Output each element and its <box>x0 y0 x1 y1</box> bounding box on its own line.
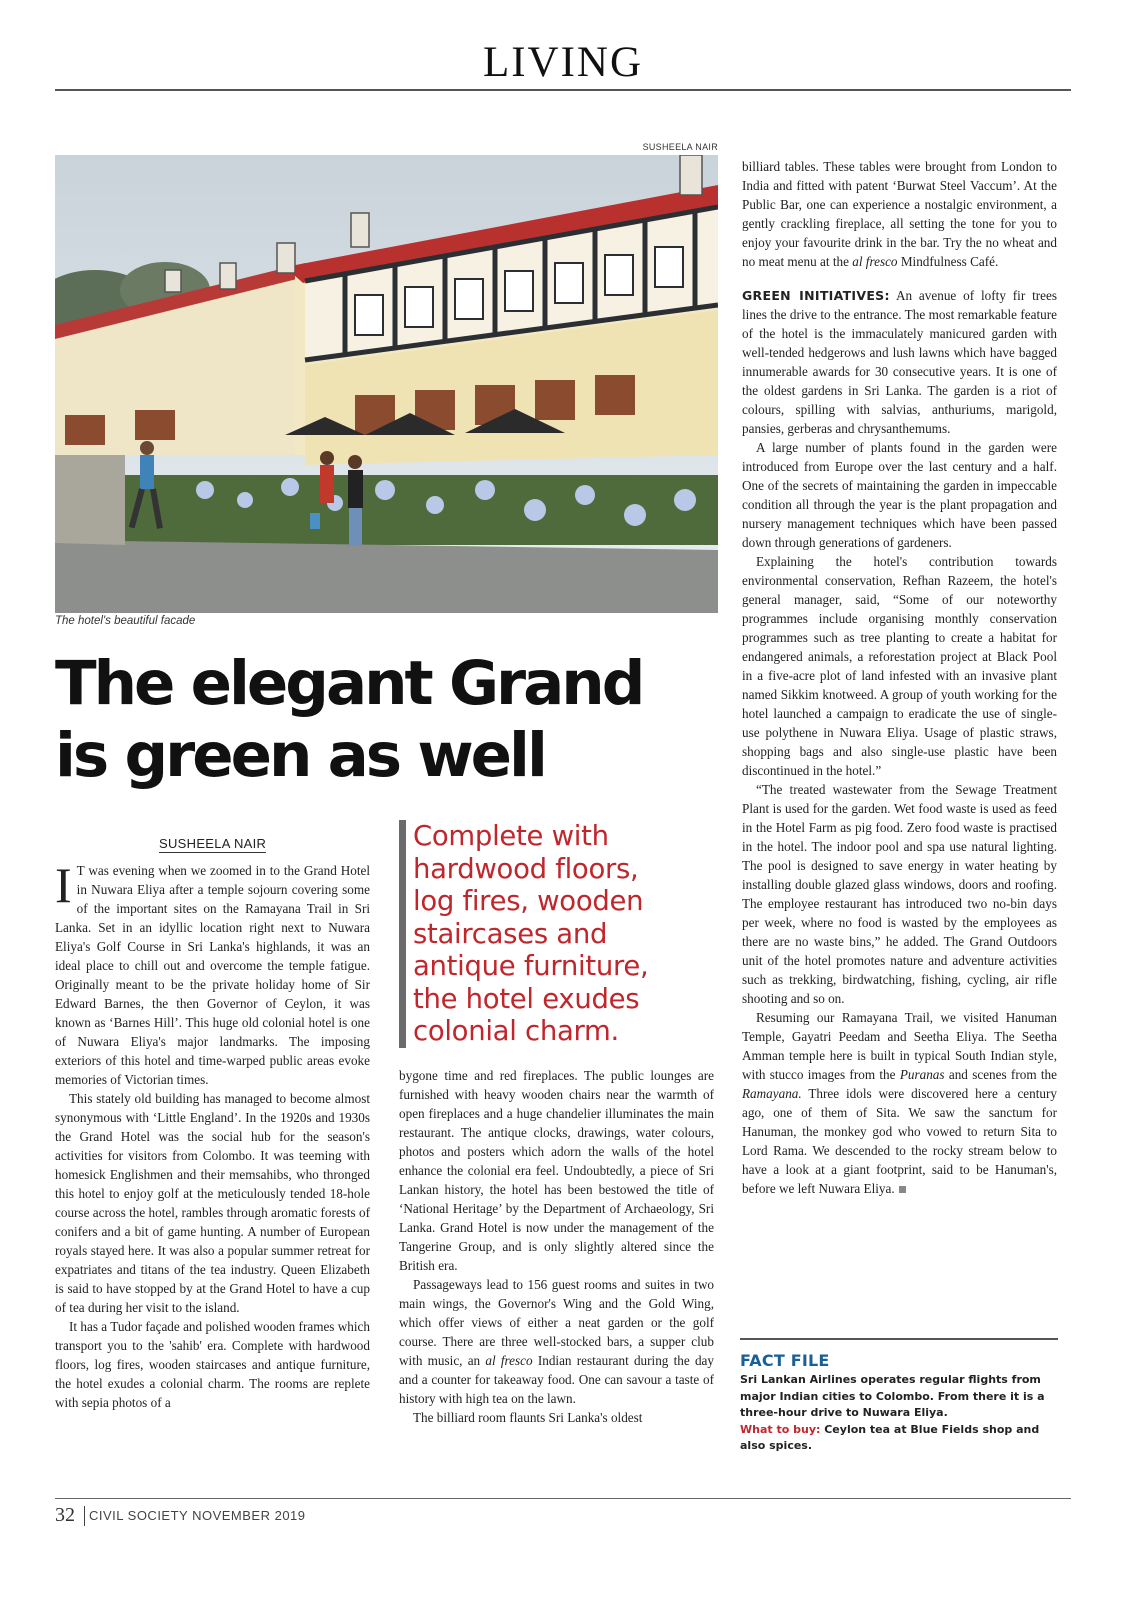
paragraph: A large number of plants found in the garden were introduced from Europe over the last century and a half. One of the secrets of maintaining the garden in impeccable condition all through the year is the plant propagation and nursery management techniques which have been passed down through generations of gardeners. <box>742 440 1057 550</box>
fact-file-buy: What to buy: Ceylon tea at Blue Fields shop and also spices. <box>740 1422 1040 1452</box>
pull-quote-line: the hotel exudes <box>413 982 640 1015</box>
pull-quote <box>399 820 733 1048</box>
fact-file-body: Sri Lankan Airlines operates regular flights from major Indian cities to Colombo. From there it is a three-hour drive to Nuwara Eliya. <box>740 1373 1045 1419</box>
end-mark-icon <box>899 1186 906 1193</box>
headline <box>55 648 735 792</box>
paragraph: Explaining the hotel's contribution towards environmental conservation, Refhan Razeem, the hotel's general manager, said, “Some of our noteworthy programmes include organising monthly conservation programmes such as tree planting to create a habitat for endangered animals, a reforestation project at Black Pool in a five-acre plot of land infested with an invasive plant named Sikkim knotweed. A group of youth working for the hotel launched a campaign to eradicate the use of single-use polythene in Nuwara Eliya. Usage of plastic straws, shopping bags and also single-use plastic have been discontinued in the hotel.” <box>742 554 1057 778</box>
paragraph: I T was evening when we zoomed in to the Grand Hotel in Nuwara Eliya after a temple sojourn covering some of the important sites on the Ramayana Trail in Sri Lanka. Set in an idyllic location right next to Nuwara Eliya's Golf Course in Sri Lanka's highlands, it was an ideal place to chill out and overcome the temple fatigue. Originally meant to be the private holiday home of Sir Edward Barnes, the then Governor of Ceylon, it was known as ‘Barnes Hill’. This huge old colonial hotel is one of Nuwara Eliya's major landmarks. The imposing exteriors of this hotel and time-warped public areas evoke memories of Victorian times. <box>55 857 370 1087</box>
drop-cap: I <box>55 857 72 913</box>
page-number: 32 <box>55 1504 75 1526</box>
hotel-photo <box>55 155 718 613</box>
publication-info: CIVIL SOCIETY NOVEMBER 2019 <box>89 1508 306 1523</box>
footer-separator <box>84 1506 85 1526</box>
header-divider <box>55 89 1071 91</box>
paragraph: GREEN INITIATIVES: An avenue of lofty fir trees lines the drive to the entrance. The most remarkable feature of the hotel is the immaculately manicured garden with well-tended hedgerows and lush lawns which have bagged innumerable awards for 30 consecutive years. It is one of the oldest gardens in Sri Lanka. The garden is a riot of colours, spilling with salvias, anthuriums, marigold, pansies, gerberas and chrysanthemums. <box>742 288 1057 436</box>
byline: SUSHEELA NAIR <box>159 836 267 851</box>
fact-file <box>740 1351 1058 1455</box>
paragraph: “The treated wastewater from the Sewage Treatment Plant is used for the garden. Wet food waste is used as feed in the Hotel Farm as pig food. Zero food waste is practised in the hotel. The indoor pool and spa use natural lighting. The pool is designed to save energy in water heating by installing double glazed glass windows, doors and roofing. The employee restaurant has introduced two no-bin days per week, where no food is wasted by the employees as there are no waste bins,” he added. The Grand Outdoors unit of the hotel promotes nature and adventure activities such as trekking, birdwatching, fishing, cycling, air rifle shooting and so on. <box>742 782 1057 1006</box>
fact-file-divider <box>740 1338 1058 1340</box>
article-column-2 <box>399 1066 714 1427</box>
footer-divider <box>55 1498 1071 1499</box>
paragraph: This stately old building has managed to become almost synonymous with ‘Little England’. In the 1920s and 1930s the Grand Hotel was the social hub for the season's activities for visitors from Colombo. It was teeming with homesick Englishmen and their memsahibs, who thronged this hotel to enjoy golf at the meticulously tended 18-hole course across the hotel, rambles through aromatic forests of conifers and a bit of game hunting. A number of European royals stayed here. It was also a popular summer retreat for expatriates and titans of the tea industry. Queen Elizabeth is said to have stopped by at the Grand Hotel to have a cup of tea during her visit to the island. <box>55 1091 370 1315</box>
pull-quote-line: Complete with <box>413 820 609 852</box>
paragraph: The billiard room flaunts Sri Lanka's oldest <box>413 1410 643 1425</box>
paragraph: bygone time and red fireplaces. The public lounges are furnished with heavy wooden chairs near the warmth of open fireplaces and a huge chandelier illuminates the main restaurant. The antique clocks, drawings, water colours, photos and posters which adorn the walls of the hotel enhance the colonial era feel. Undoubtedly, a piece of Sri Lankan history, the hotel has been bestowed the title of ‘National Heritage’ by the Department of Archaeology, Sri Lanka. Grand Hotel is now under the management of the Tangerine Group, and is only slightly altered since the British era. <box>399 1068 714 1273</box>
pull-quote-line: antique furniture, <box>413 950 649 982</box>
paragraph: It has a Tudor façade and polished wooden frames which transport you to the 'sahib' era. Complete with hardwood floors, log fires, wooden staircases and antique furniture, the hotel exudes a colonial charm. The rooms are replete with sepia photos of a <box>55 1319 370 1410</box>
headline-line-2: is green as well <box>55 720 545 791</box>
photo-caption: The hotel's beautiful facade <box>55 615 196 627</box>
paragraph: Passageways lead to 156 guest rooms and suites in two main wings, the Governor's Wing and the Gold Wing, which offer views of either a neat garden or the golf course. There are three well-stocked bars, a supper club with music, an al fresco Indian restaurant during the day and a counter for takeaway food. One can savour a taste of history with high tea on the lawn. <box>399 1277 715 1406</box>
section-subheading: GREEN INITIATIVES: <box>742 288 890 303</box>
pull-quote-line: log fires, wooden <box>413 885 644 917</box>
photo-credit: SUSHEELA NAIR <box>642 142 718 152</box>
pull-quote-line: hardwood floors, <box>413 852 639 885</box>
headline-line-1: The elegant Grand <box>55 648 643 719</box>
what-to-buy-label: What to buy: <box>740 1422 821 1436</box>
pull-quote-line: colonial charm. <box>413 1015 619 1047</box>
pull-quote-line: staircases and <box>413 917 608 950</box>
section-title: LIVING <box>482 39 644 86</box>
paragraph: Resuming our Ramayana Trail, we visited Hanuman Temple, Gayatri Peedam and Seetha Eliya. The Seetha Amman temple here is built in typical South Indian style, with stucco images from the Puranas and scenes from the Ramayana. Three idols were discovered here a century ago, one of them of Sita. We saw the sanctum for Hanuman, the monkey god who vowed to return Sita to Lord Rama. We descended to the rocky stream below to have a look at a giant footprint, said to be Hanuman's, before we left Nuwara Eliya. <box>742 1010 1057 1196</box>
paragraph: billiard tables. These tables were brought from London to India and fitted with patent ‘Burwat Steel Vaccum’. At the Public Bar, one can experience a nostalgic environment, a gently crackling fireplace, all setting the tone for you to enjoy your favourite drink in the bar. Try the no wheat and no meat menu at the al fresco Mindfulness Café. <box>742 159 1057 269</box>
article-column-1 <box>55 857 370 1412</box>
fact-file-title: FACT FILE <box>740 1351 830 1370</box>
article-column-3 <box>742 157 1057 1198</box>
